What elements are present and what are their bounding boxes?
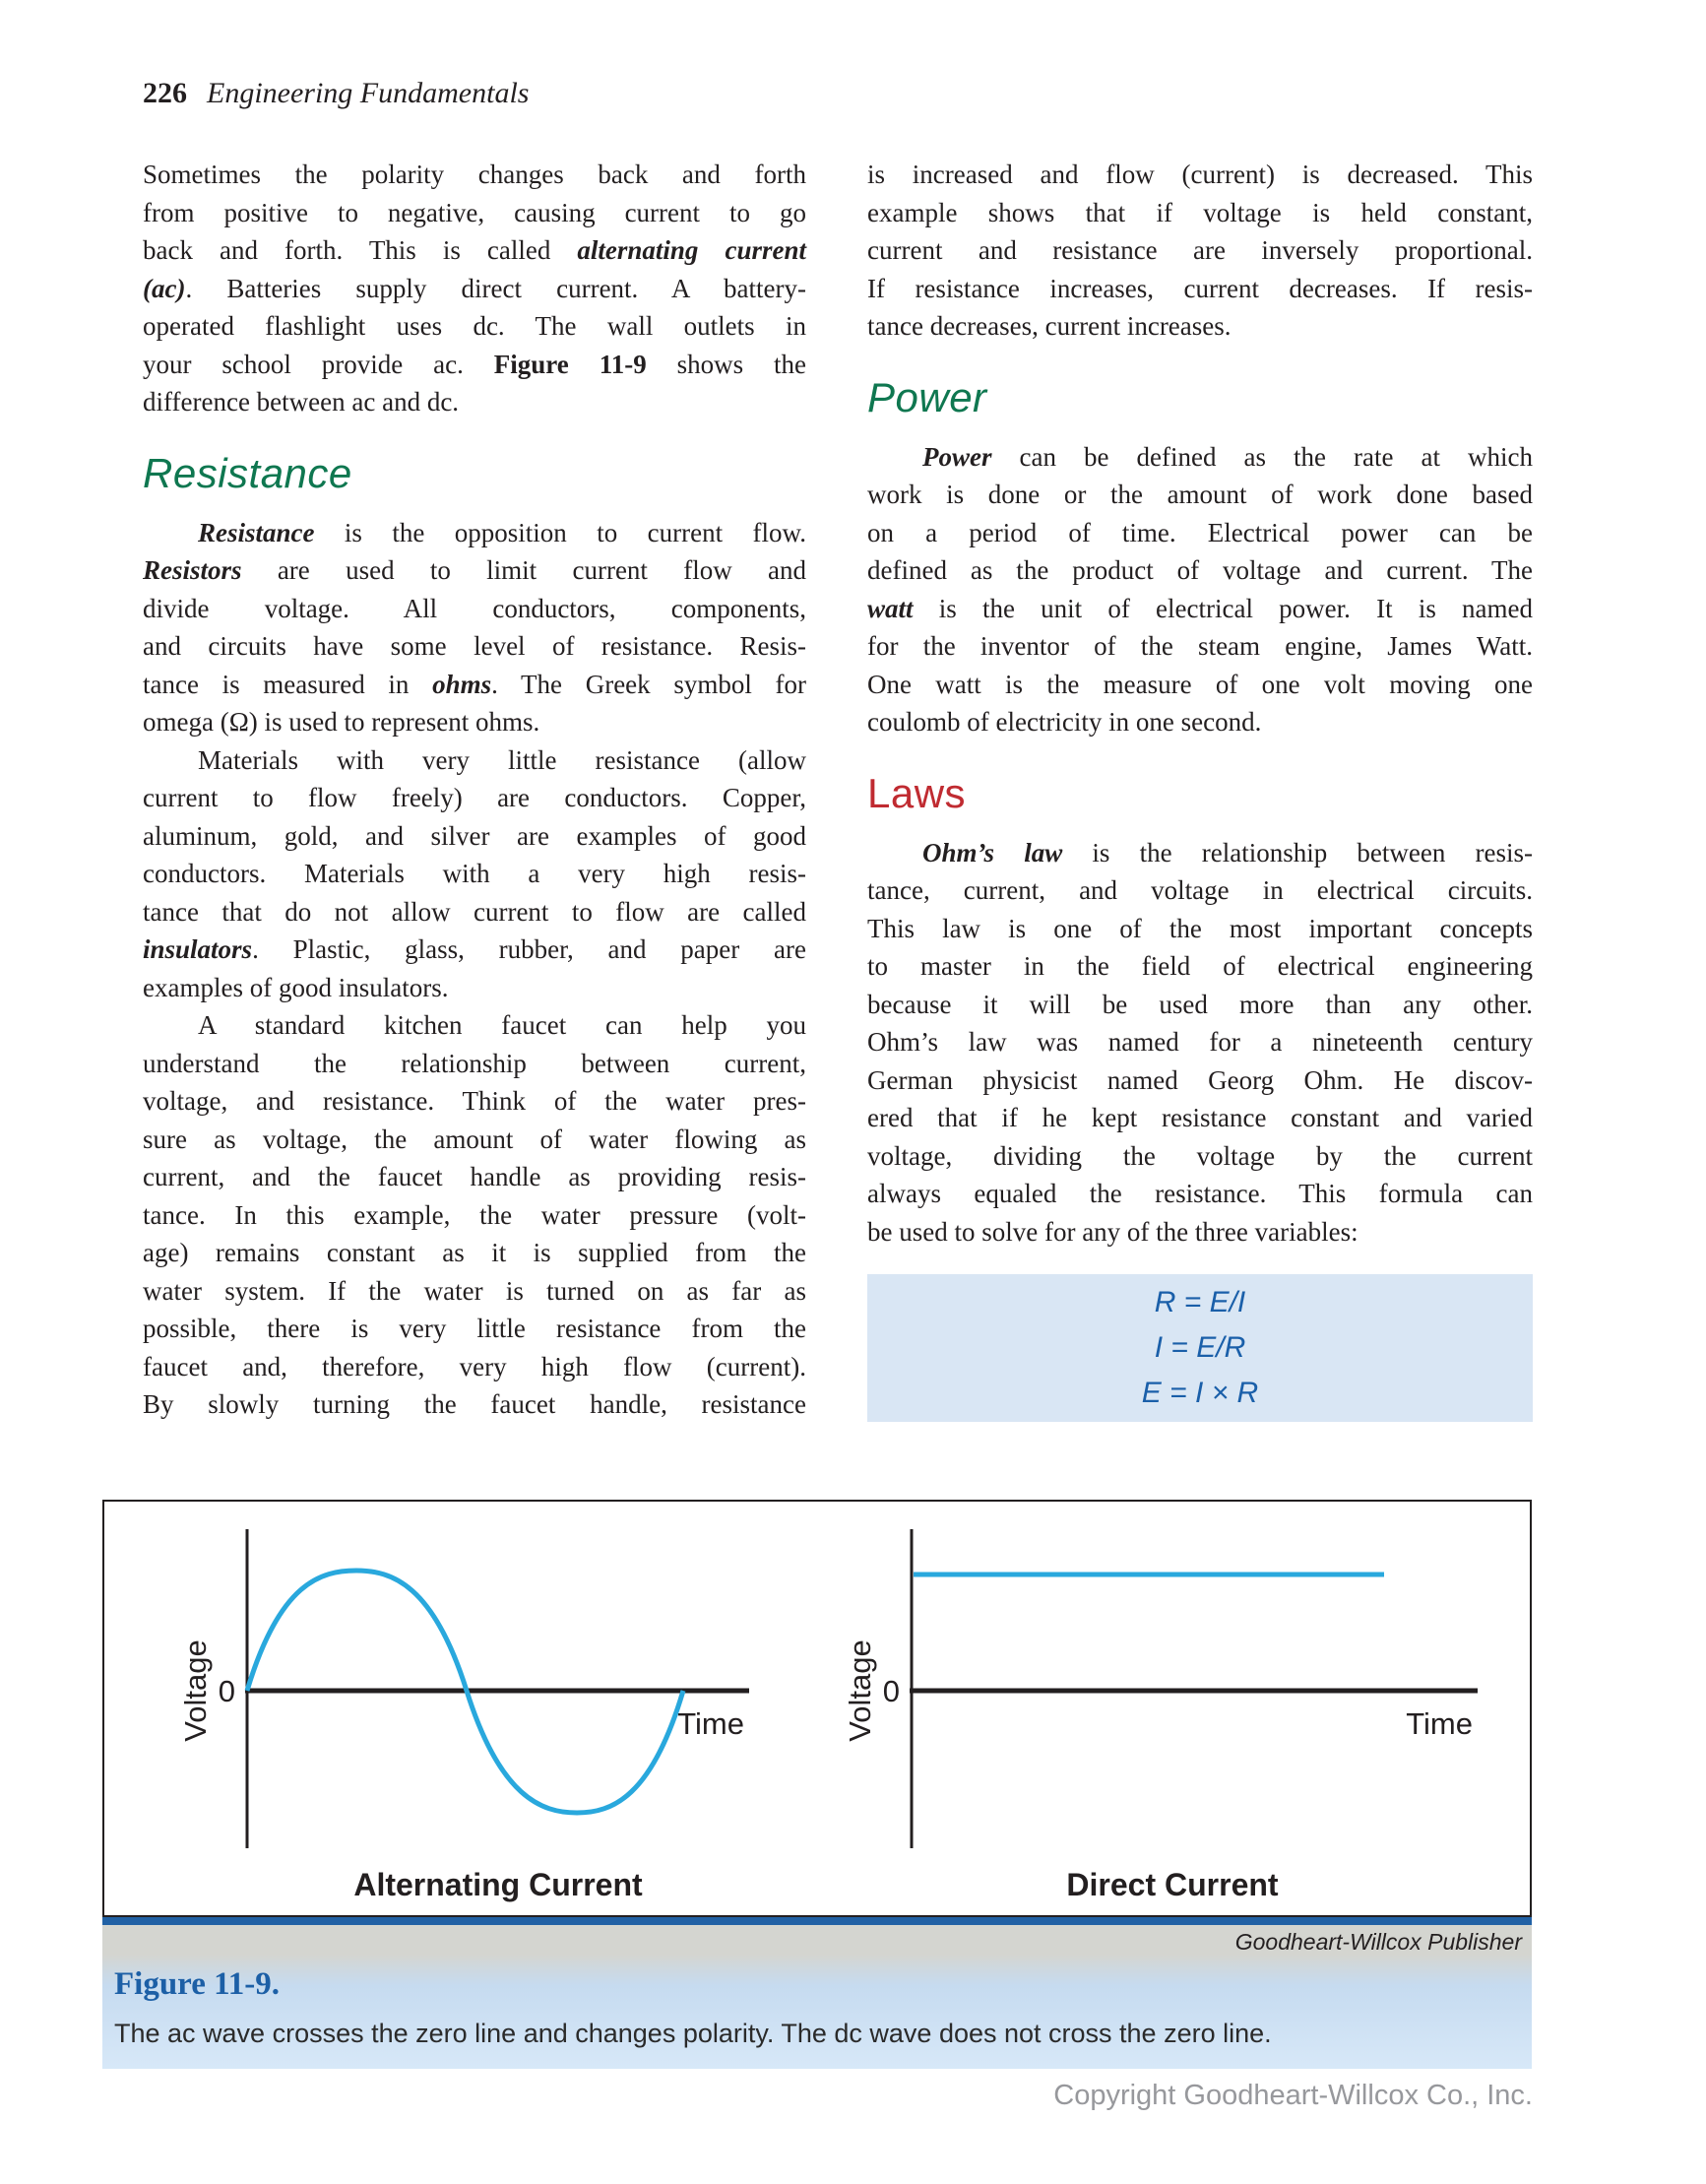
text-line: your school provide ac. Figure 11-9 shows the [143,349,807,379]
dc-x-axis-label: Time [1406,1706,1473,1741]
text-line: examples of good insulators. [143,972,449,1002]
text-line: By slowly turning the faucet handle, resistance [143,1389,806,1419]
section-heading-power: Power [867,373,987,420]
text-line: difference between ac and dc. [143,387,460,417]
ac-origin-tick: 0 [218,1674,235,1708]
text-line: operated flashlight uses dc. The wall outlets in [143,311,806,341]
text-line: German physicist named Georg Ohm. He discov- [867,1064,1533,1095]
text-line: always equaled the resistance. This formula can [867,1179,1533,1208]
text-line: defined as the product of voltage and current. The [867,555,1533,585]
text-line: understand the relationship between current, [143,1048,806,1078]
section-heading-laws: Laws [867,769,967,816]
text-line: tance. In this example, the water pressure (volt- [143,1199,806,1230]
text-line: If resistance increases, current decreases. If resis- [867,273,1533,303]
text-line: Resistance is the opposition to current flow. [198,517,806,547]
text-line: be used to solve for any of the three variables: [867,1216,1358,1247]
text-line: aluminum, gold, and silver are examples of good [143,820,806,851]
text-line: Ohm’s law was named for a nineteenth century [867,1027,1533,1057]
text-line: current, and the faucet handle as providing resis- [143,1162,806,1191]
text-line: for the inventor of the steam engine, James Watt. [867,631,1533,661]
paragraph [867,156,1533,346]
figure-caption-title: Figure 11-9. [114,1966,281,2002]
text-line: current and resistance are inversely proportional. [867,235,1533,265]
paragraph [143,741,806,1007]
formula-line: E = I × R [1141,1377,1259,1409]
paragraph [867,834,1533,1252]
text-line: Materials with very little resistance (allow [198,744,806,775]
text-line: Power can be defined as the rate at which [922,441,1533,472]
text-line: back and forth. This is called alternating current [143,235,806,265]
text-line: water system. If the water is turned on as far as [143,1275,806,1306]
text-line: sure as voltage, the amount of water flowing as [143,1124,806,1154]
text-line: divide voltage. All conductors, components, [143,593,806,623]
right-column [867,156,1533,1422]
section-heading-resistance: Resistance [143,449,352,496]
text-line: ered that if he kept resistance constant and varied [867,1103,1533,1132]
publisher-credit: Goodheart-Willcox Publisher [1234,1929,1522,1955]
text-line: (ac). Batteries supply direct current. A battery- [143,273,806,303]
paragraph [143,156,806,421]
formula-line: R = E/I [1154,1286,1246,1318]
ac-chart-title: Alternating Current [353,1867,643,1902]
text-line: is increased and flow (current) is decreased. This [867,160,1533,189]
dc-y-axis-label: Voltage [843,1639,877,1742]
text-line: omega (Ω) is used to represent ohms. [143,707,540,737]
text-line: faucet and, therefore, very high flow (current). [143,1351,806,1381]
text-line: tance is measured in ohms. The Greek symbol for [143,669,806,699]
text-line: on a period of time. Electrical power can be [867,517,1533,547]
text-line: because it will be used more than any other. [867,989,1533,1019]
text-line: watt is the unit of electrical power. It is named [867,593,1533,623]
text-line: A standard kitchen faucet can help you [198,1010,806,1040]
figure-11-9 [102,1500,1532,2069]
figure-caption-band [102,1917,1532,2069]
text-line: current to flow freely) are conductors. Copper, [143,783,806,812]
text-line: conductors. Materials with a very high resis- [143,859,806,888]
text-line: Resistors are used to limit current flow and [143,555,806,585]
text-line: Sometimes the polarity changes back and forth [143,160,806,189]
text-line: tance that do not allow current to flow are called [143,896,806,927]
paragraph [143,514,806,741]
text-line: and circuits have some level of resistance. Resis- [143,631,806,661]
text-line: possible, there is very little resistance from the [143,1314,806,1343]
text-line: example shows that if voltage is held constant, [867,197,1533,227]
figure-caption-text: The ac wave crosses the zero line and changes polarity. The dc wave does not cross the zero line. [114,2019,1272,2048]
dc-origin-tick: 0 [882,1674,900,1708]
text-line: tance, current, and voltage in electrical circuits. [867,875,1533,905]
text-line: to master in the field of electrical engineering [867,951,1533,981]
running-head [143,77,529,110]
text-line: voltage, dividing the voltage by the current [867,1140,1533,1171]
text-line: work is done or the amount of work done based [867,480,1533,509]
text-line: coulomb of electricity in one second. [867,707,1262,737]
figure-graph-box [102,1500,1532,1917]
text-line: from positive to negative, causing current to go [143,197,806,227]
copyright-notice: Copyright Goodheart-Willcox Co., Inc. [1053,2080,1533,2111]
waveform-charts-svg [104,1502,1530,1915]
paragraph [143,1006,806,1424]
paragraph [867,438,1533,741]
ac-y-axis-label: Voltage [178,1639,213,1742]
text-line: This law is one of the most important concepts [867,913,1533,943]
ohms-law-formula-box [867,1274,1533,1422]
dc-chart-title: Direct Current [1066,1867,1279,1902]
text-line: tance decreases, current increases. [867,311,1232,341]
ac-x-axis-label: Time [677,1706,744,1741]
text-line: voltage, and resistance. Think of the water pres- [143,1086,806,1116]
text-line: Ohm’s law is the relationship between resis- [922,837,1533,867]
formula-line: I = E/R [1154,1331,1246,1364]
text-line: insulators. Plastic, glass, rubber, and paper are [143,934,806,964]
text-line: One watt is the measure of one volt moving one [867,669,1533,699]
book-title: Engineering Fundamentals [207,77,530,109]
left-column [143,156,806,1424]
text-line: age) remains constant as it is supplied from the [143,1238,806,1267]
page-number: 226 [143,77,187,109]
